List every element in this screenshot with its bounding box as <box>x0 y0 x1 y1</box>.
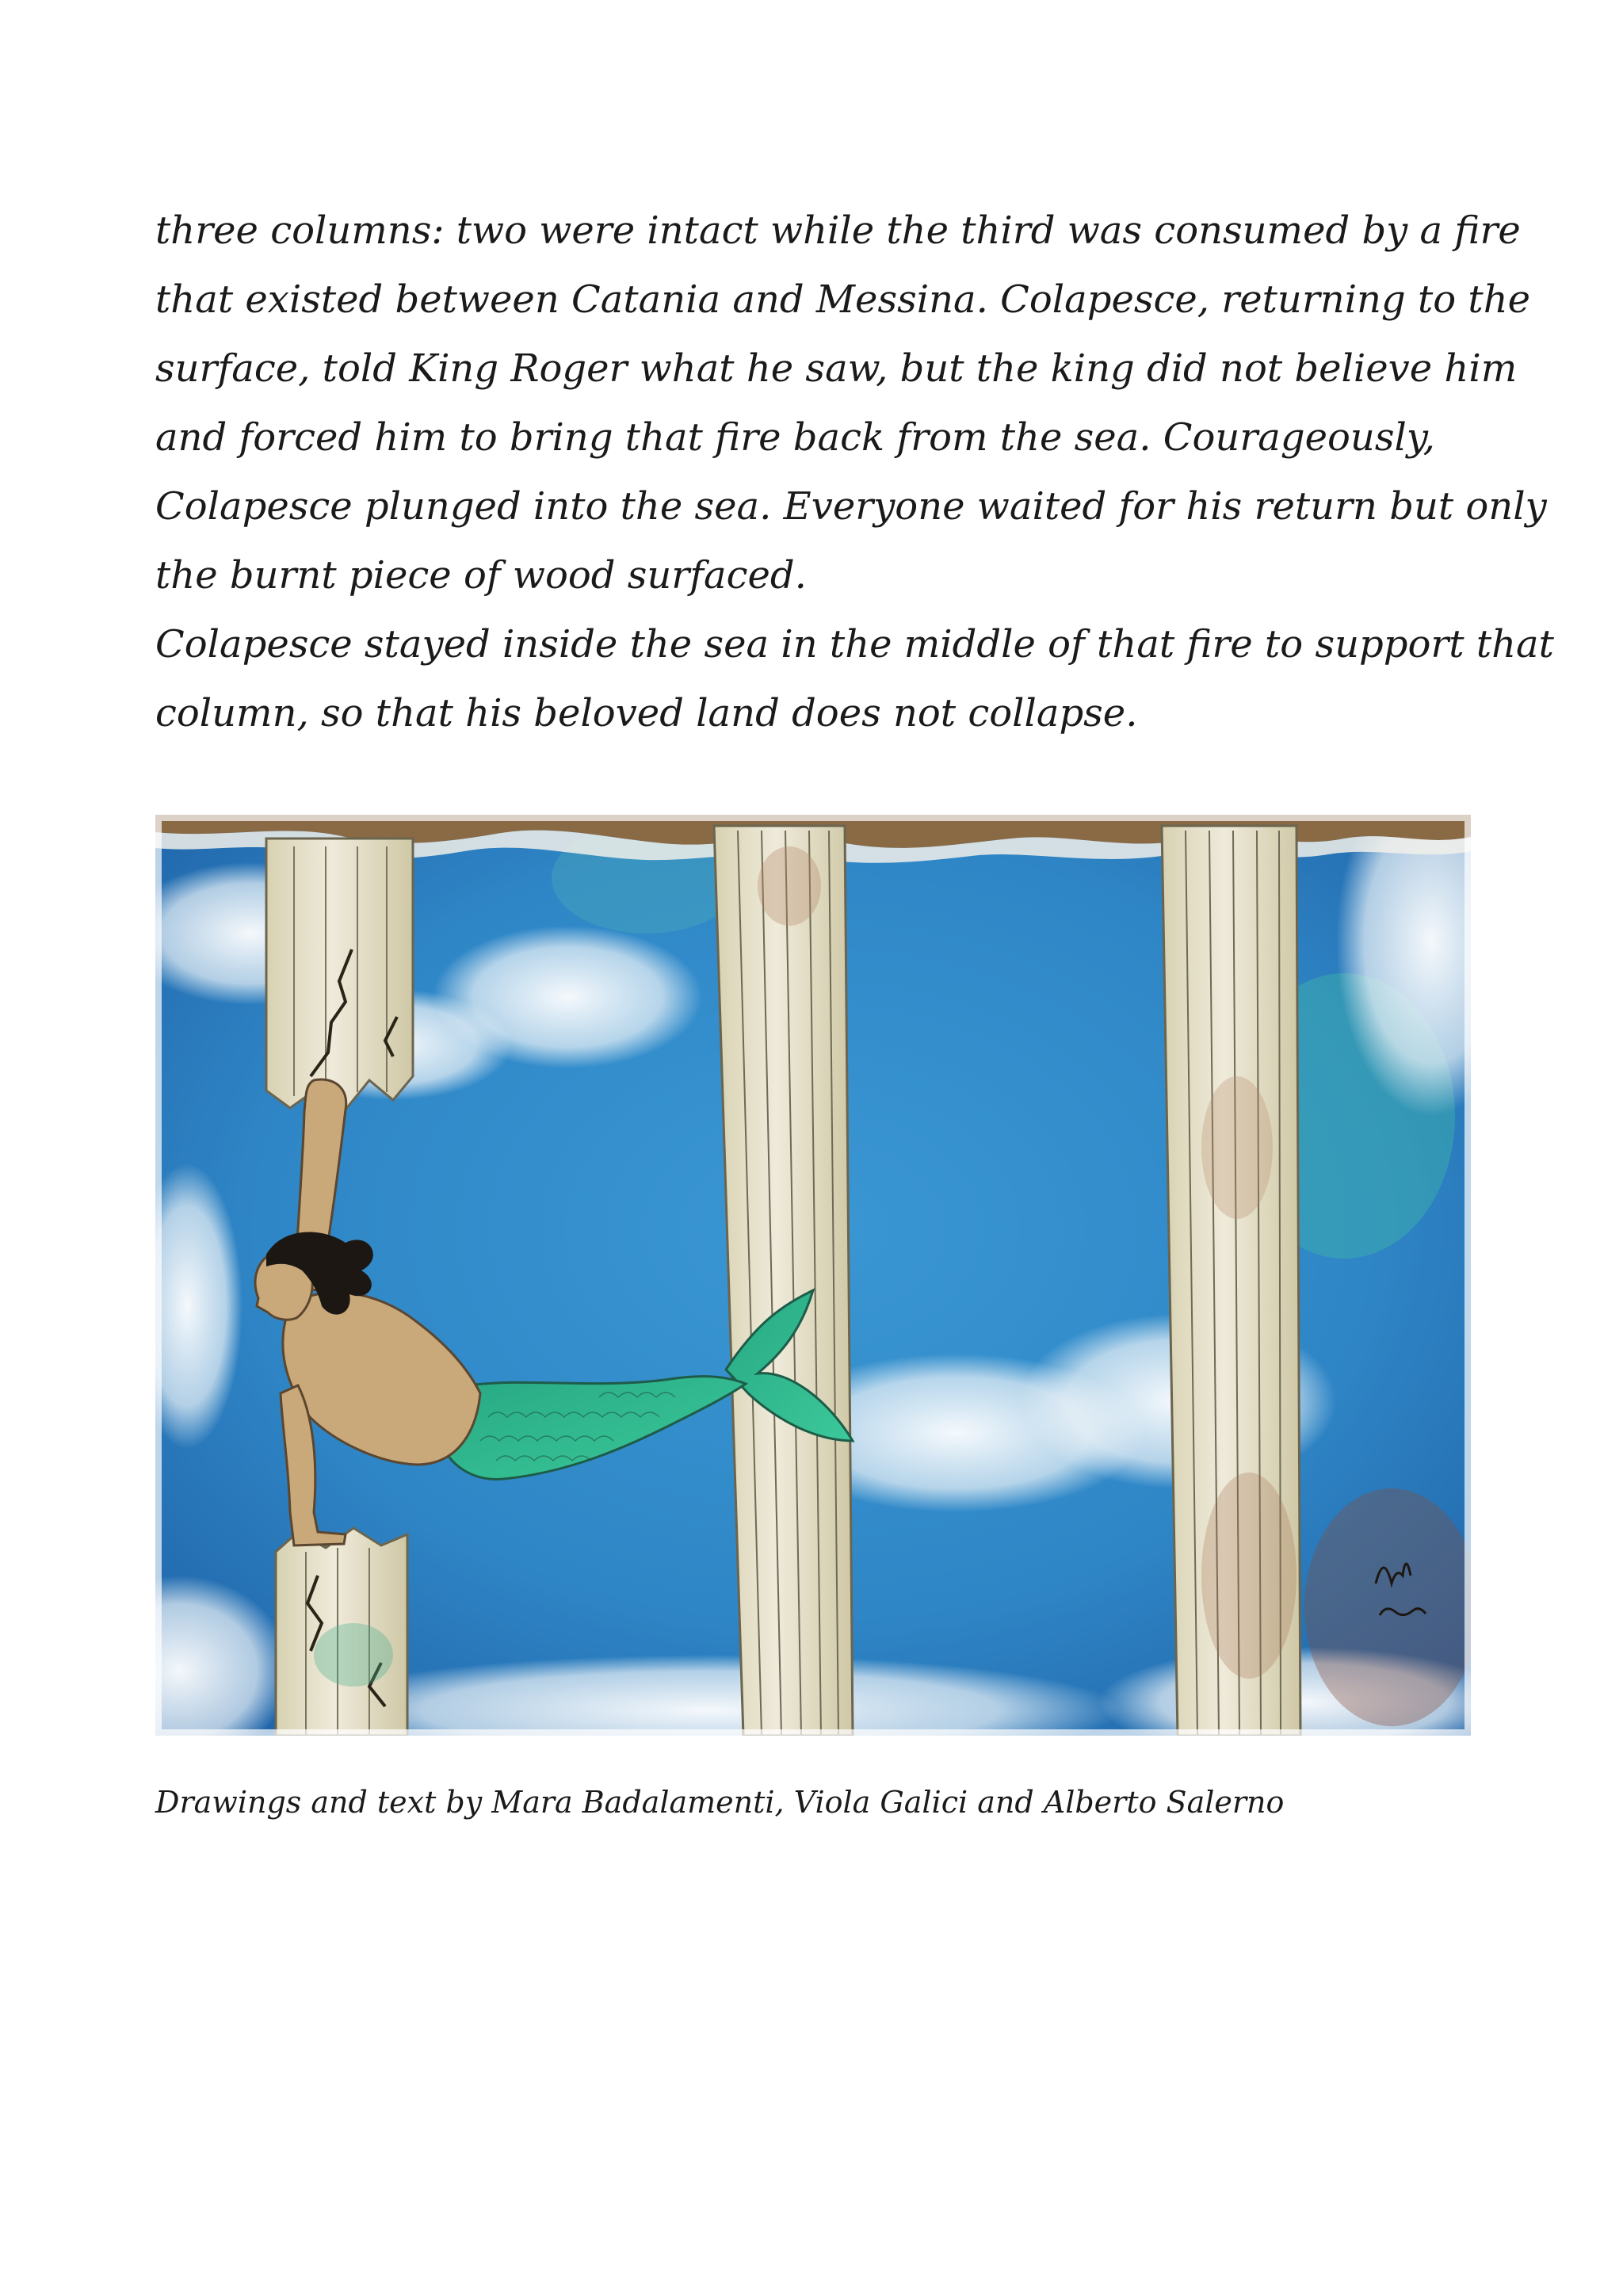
story-line: the burnt piece of wood surfaced. <box>155 553 807 598</box>
credit-caption: Drawings and text by Mara Badalamenti, Viola Galici and Alberto Salerno <box>155 1785 1285 1820</box>
standing-column-right <box>1162 826 1300 1736</box>
story-line: and forced him to bring that fire back from the sea. Courageously, <box>155 415 1435 460</box>
story-line: three columns: two were intact while the third was consumed by a fire <box>155 208 1521 253</box>
story-text <box>155 197 1554 748</box>
story-line: Colapesce stayed inside the sea in the middle of that fire to support that <box>155 622 1554 667</box>
story-line: that existed between Catania and Messina. Colapesce, returning to the <box>155 277 1531 322</box>
colapesce-illustration <box>155 815 1471 1736</box>
story-line: Colapesce plunged into the sea. Everyone waited for his return but only <box>155 484 1547 529</box>
rust-patch <box>1304 1488 1471 1726</box>
broken-column-lower <box>276 1528 407 1736</box>
story-line: column, so that his beloved land does not collapse. <box>155 691 1138 735</box>
broken-column-upper <box>266 839 413 1110</box>
story-line: surface, told King Roger what he saw, but the king did not believe him <box>155 346 1518 391</box>
